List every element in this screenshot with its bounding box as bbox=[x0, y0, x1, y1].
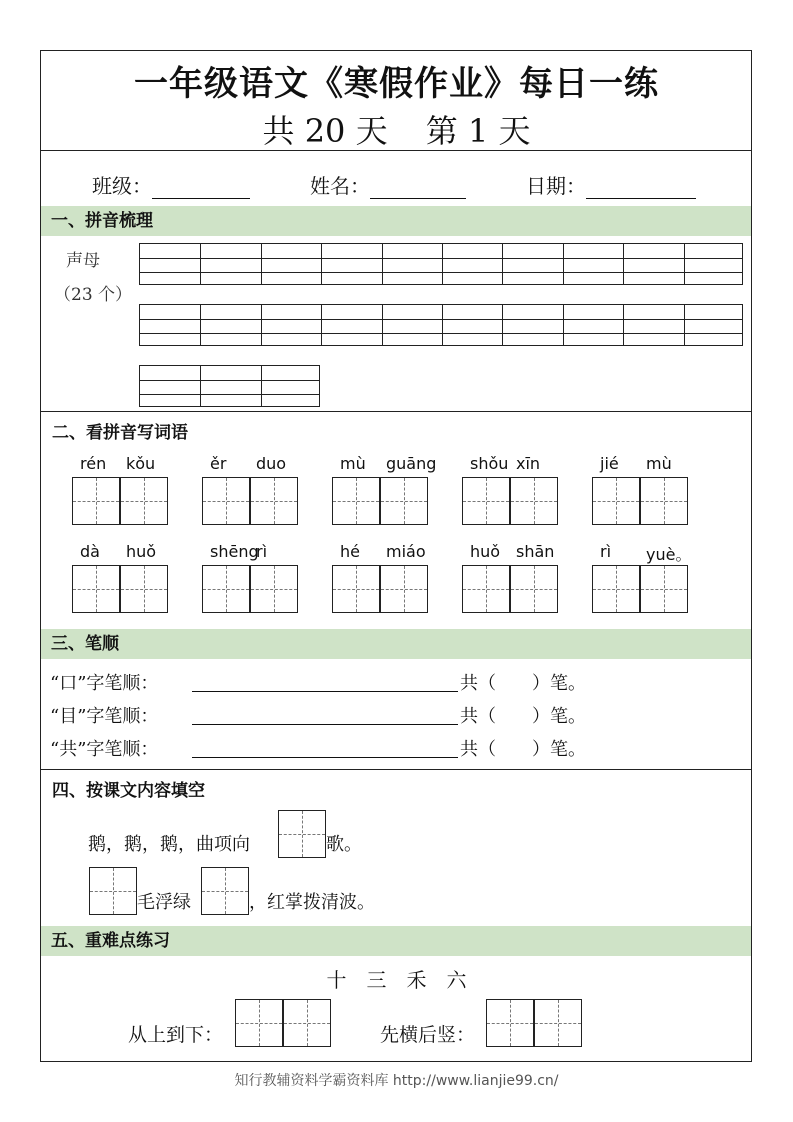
name-blank[interactable] bbox=[370, 176, 466, 199]
pinyin-syllable: dà bbox=[80, 542, 100, 561]
four-line-grid[interactable] bbox=[139, 243, 743, 285]
date-blank[interactable] bbox=[586, 176, 696, 199]
answer-box[interactable] bbox=[486, 999, 534, 1047]
pinyin-syllable: shān bbox=[516, 542, 555, 561]
section-stroke-heading: 三、笔顺 bbox=[41, 629, 751, 659]
horizontal-then-vertical-label: 先横后竖： bbox=[380, 1024, 476, 1046]
poem-line-1-end: 歌。 bbox=[326, 834, 362, 855]
pinyin-syllable: shǒu bbox=[470, 454, 509, 473]
pinyin-syllable: rén bbox=[80, 454, 107, 473]
four-line-grid[interactable] bbox=[139, 365, 320, 407]
pinyin-syllable: shēng bbox=[210, 542, 259, 561]
total-days: 共 20 天 bbox=[262, 112, 388, 150]
poem-line-2-mid: 毛浮绿 bbox=[137, 892, 191, 913]
character-box[interactable] bbox=[250, 565, 298, 613]
pinyin-syllable: xīn bbox=[516, 454, 541, 473]
pinyin-syllable: duo bbox=[256, 454, 287, 473]
pinyin-syllable: huǒ bbox=[126, 542, 157, 561]
page-subtitle bbox=[0, 106, 793, 152]
character-box[interactable] bbox=[332, 477, 380, 525]
initials-label: 声母 bbox=[66, 251, 100, 271]
answer-box[interactable] bbox=[201, 867, 249, 915]
stroke-order-label: “目”字笔顺： bbox=[50, 706, 159, 727]
initials-count: （23 个） bbox=[54, 285, 133, 305]
stroke-order-blank[interactable] bbox=[192, 691, 458, 692]
pinyin-syllable: miáo bbox=[386, 542, 426, 561]
character-box[interactable] bbox=[120, 565, 168, 613]
answer-box[interactable] bbox=[283, 999, 331, 1047]
answer-box[interactable] bbox=[89, 867, 137, 915]
footer-source: 知行教辅资料学霸资料库 http://www.lianjie99.cn/ bbox=[234, 1073, 559, 1089]
poem-line-1-start: 鹅，鹅，鹅，曲项向 bbox=[88, 834, 250, 855]
divider bbox=[40, 411, 752, 412]
section-pinyin-heading: 一、拼音梳理 bbox=[41, 206, 751, 236]
character-box[interactable] bbox=[72, 477, 120, 525]
pinyin-syllable: yuè。 bbox=[646, 545, 692, 564]
pinyin-syllable: hé bbox=[340, 542, 360, 561]
character-box[interactable] bbox=[332, 565, 380, 613]
stroke-order-blank[interactable] bbox=[192, 724, 458, 725]
section-words-heading: 二、看拼音写词语 bbox=[52, 423, 188, 443]
class-field: 班级： bbox=[92, 170, 250, 199]
stroke-count: 共（ ）笔。 bbox=[460, 739, 586, 760]
character-box[interactable] bbox=[120, 477, 168, 525]
pinyin-syllable: mù bbox=[340, 454, 366, 473]
pinyin-syllable: kǒu bbox=[126, 454, 156, 473]
stroke-order-label: “口”字笔顺： bbox=[50, 673, 159, 694]
divider bbox=[40, 769, 752, 770]
pinyin-syllable: jié bbox=[600, 454, 619, 473]
character-box[interactable] bbox=[380, 565, 428, 613]
divider bbox=[40, 150, 752, 151]
current-day: 第 1 天 bbox=[425, 112, 531, 150]
pinyin-syllable: huǒ bbox=[470, 542, 501, 561]
name-field: 姓名： bbox=[310, 170, 466, 199]
character-box[interactable] bbox=[380, 477, 428, 525]
character-box[interactable] bbox=[640, 477, 688, 525]
answer-box[interactable] bbox=[534, 999, 582, 1047]
stroke-order-blank[interactable] bbox=[192, 757, 458, 758]
character-box[interactable] bbox=[640, 565, 688, 613]
stroke-count: 共（ ）笔。 bbox=[460, 706, 586, 727]
top-to-bottom-label: 从上到下： bbox=[128, 1024, 224, 1046]
answer-box[interactable] bbox=[278, 810, 326, 858]
date-field: 日期： bbox=[526, 170, 696, 199]
poem-line-2-end: ，红掌拨清波。 bbox=[249, 892, 375, 913]
stroke-order-label: “共”字笔顺： bbox=[50, 739, 159, 760]
page-title: 一年级语文《寒假作业》每日一练 bbox=[134, 64, 659, 104]
character-box[interactable] bbox=[462, 477, 510, 525]
pinyin-syllable: rì bbox=[600, 542, 612, 561]
character-box[interactable] bbox=[592, 477, 640, 525]
stroke-count: 共（ ）笔。 bbox=[460, 673, 586, 694]
answer-box[interactable] bbox=[235, 999, 283, 1047]
character-box[interactable] bbox=[510, 565, 558, 613]
section-practice-heading: 五、重难点练习 bbox=[41, 926, 751, 956]
pinyin-syllable: rì bbox=[256, 542, 268, 561]
four-line-grid[interactable] bbox=[139, 304, 743, 346]
character-box[interactable] bbox=[72, 565, 120, 613]
class-blank[interactable] bbox=[152, 176, 250, 199]
pinyin-syllable: guāng bbox=[386, 454, 437, 473]
character-box[interactable] bbox=[250, 477, 298, 525]
character-box[interactable] bbox=[462, 565, 510, 613]
pinyin-syllable: ěr bbox=[210, 454, 227, 473]
practice-characters: 十 三 禾 六 bbox=[326, 968, 467, 992]
pinyin-syllable: mù bbox=[646, 454, 672, 473]
section-fill-heading: 四、按课文内容填空 bbox=[52, 781, 205, 801]
character-box[interactable] bbox=[510, 477, 558, 525]
character-box[interactable] bbox=[202, 565, 250, 613]
character-box[interactable] bbox=[202, 477, 250, 525]
character-box[interactable] bbox=[592, 565, 640, 613]
